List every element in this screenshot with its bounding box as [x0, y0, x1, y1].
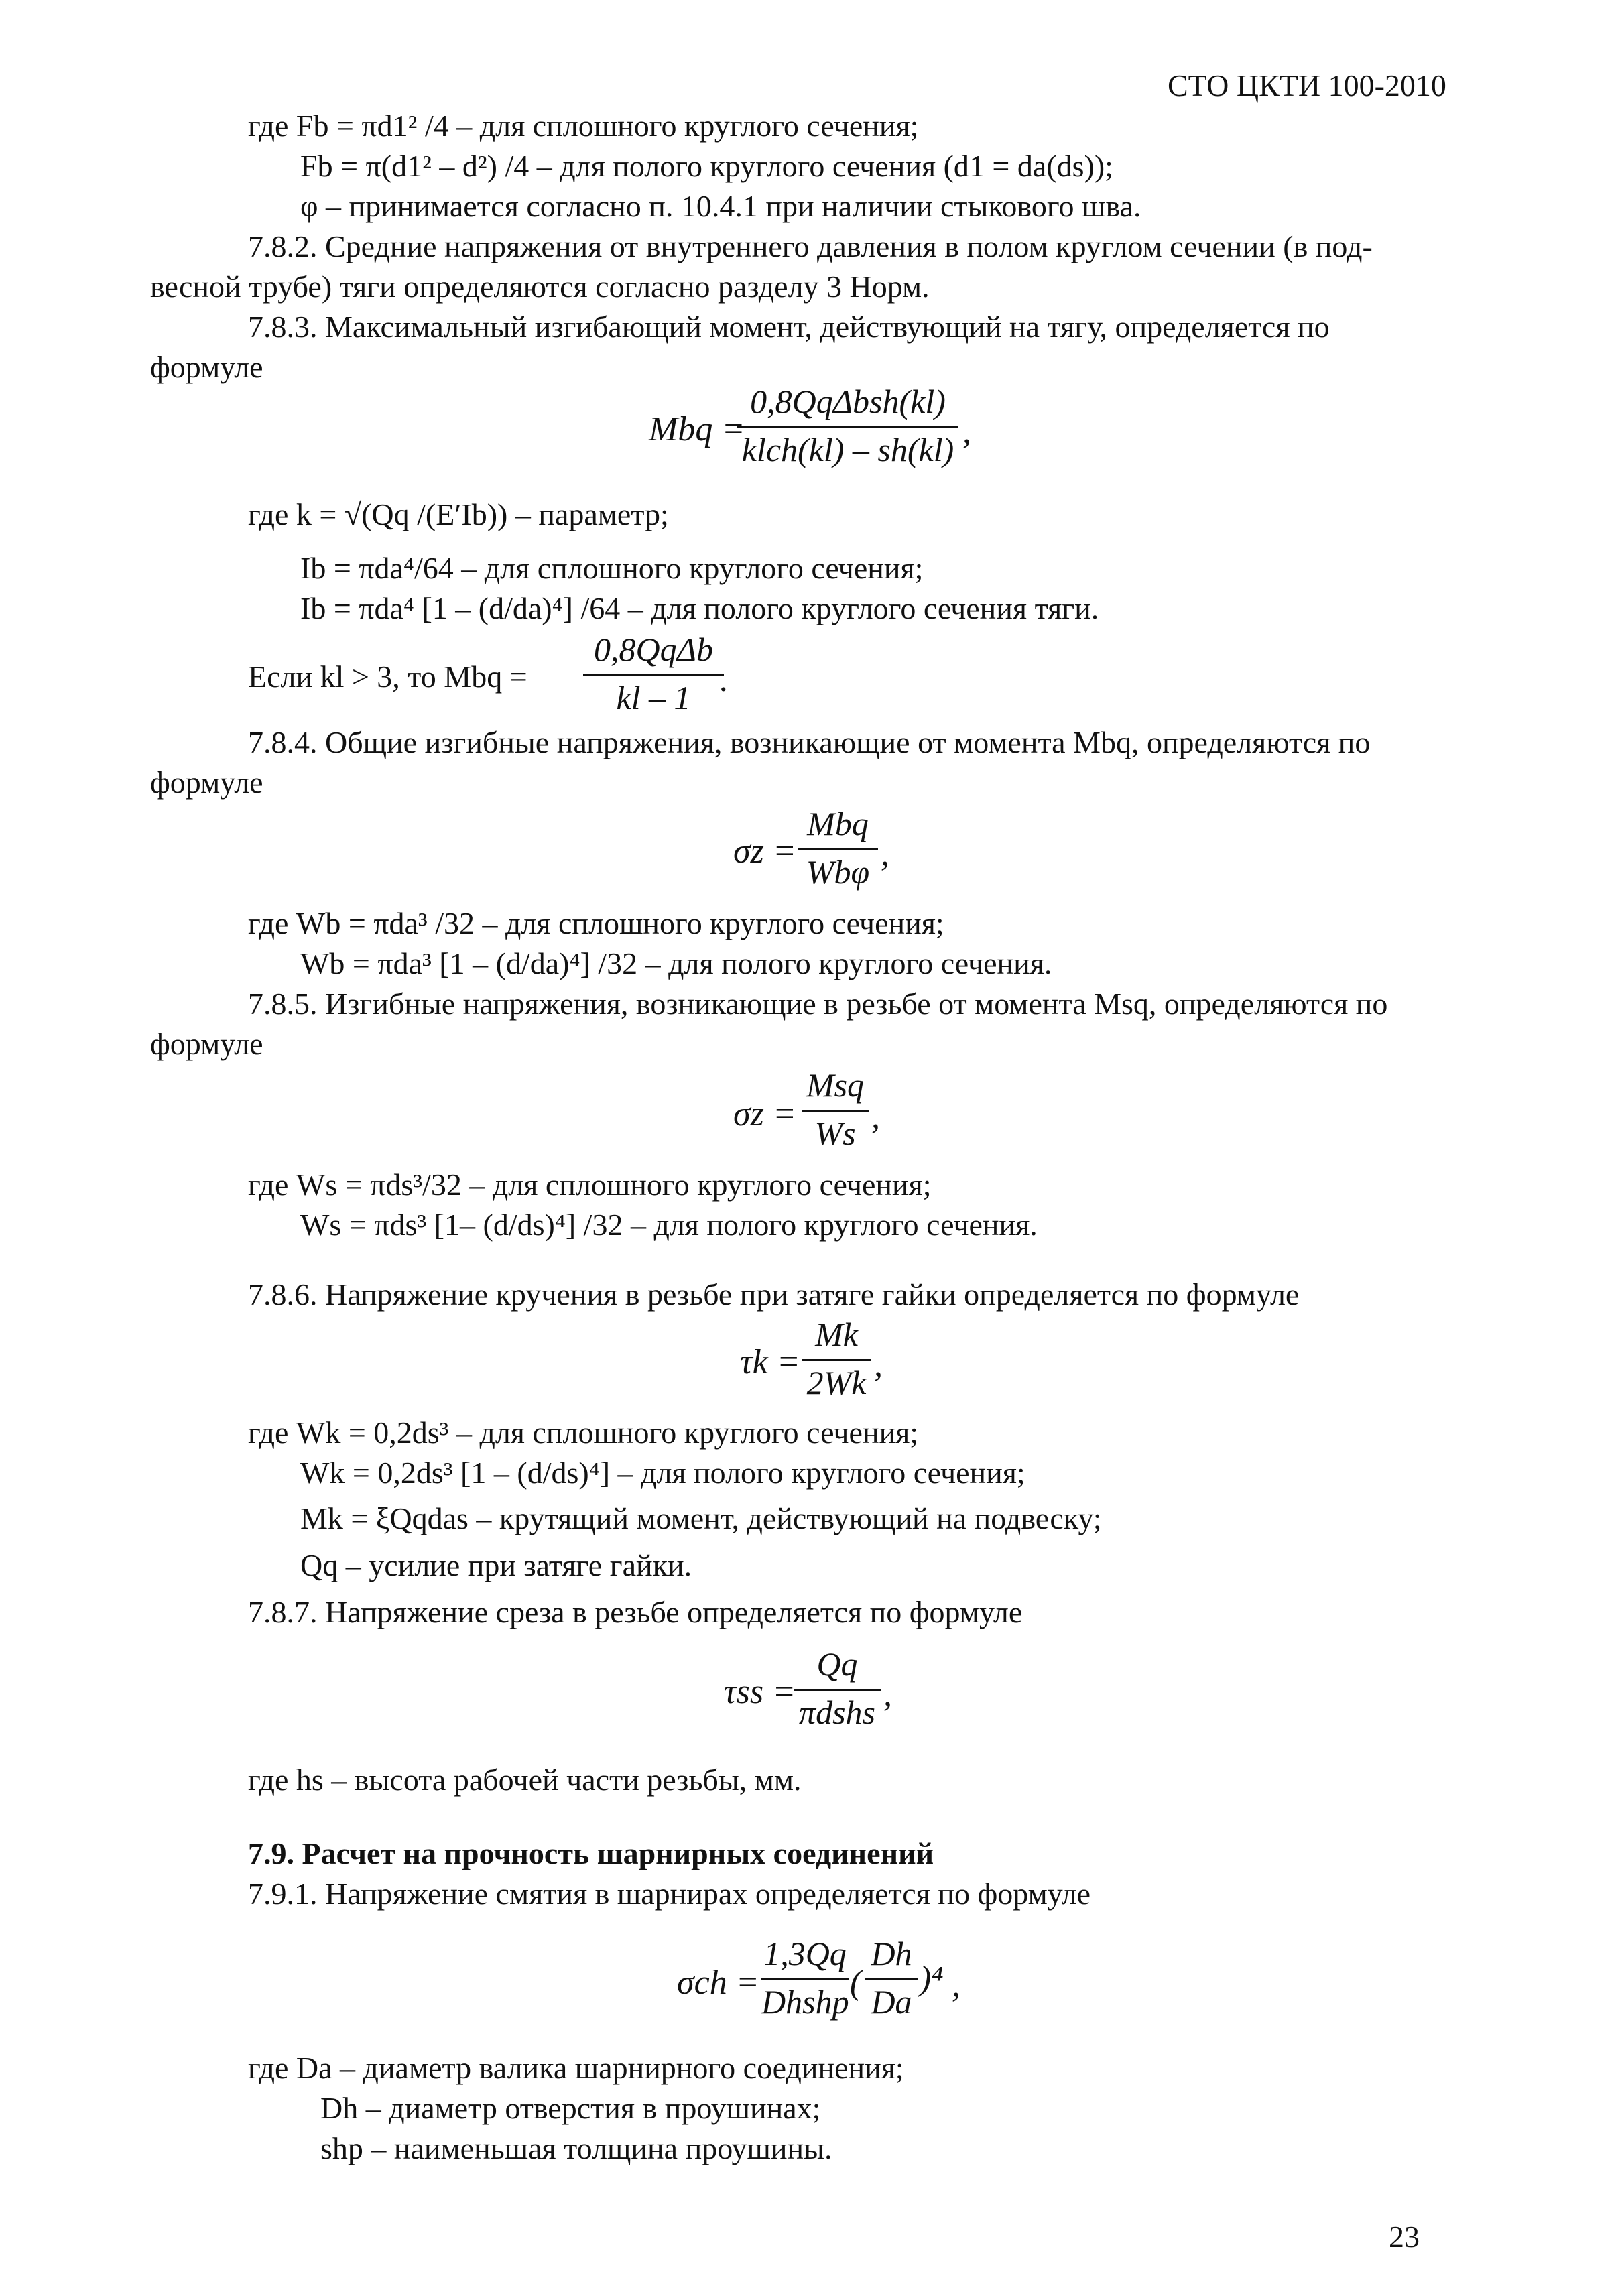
text-line: 7.8.4. Общие изгибные напряжения, возникающие от момента Mbq, определяются по [248, 725, 1371, 759]
fraction-bar [802, 1110, 869, 1112]
formula-fraction [583, 630, 724, 721]
formula-fraction [761, 1934, 849, 2025]
fraction-denominator: Da [871, 1983, 912, 2021]
text-line: Ib = πda⁴ [1 – (d/da)⁴] /64 – для полого круглого сечения тяги. [300, 591, 1099, 625]
text-line: 7.8.5. Изгибные напряжения, возникающие в резьбе от момента Msq, определяются по [248, 986, 1388, 1021]
text-line: Qq – усилие при затяге гайки. [300, 1548, 692, 1582]
text-line: 7.8.2. Средние напряжения от внутреннего давления в полом круглом сечении (в под- [248, 229, 1373, 263]
fraction-bar [865, 1978, 918, 1980]
fraction-numerator: Msq [806, 1066, 865, 1104]
text-line: Fb = π(d1² – d²) /4 – для полого круглого сечения (d1 = da(ds)); [300, 149, 1113, 183]
fraction-bar [794, 1689, 881, 1691]
text-line: 7.8.7. Напряжение среза в резьбе определяется по формуле [248, 1595, 1023, 1629]
fraction-numerator: Mbq [807, 805, 869, 842]
fraction-numerator: Dh [871, 1935, 912, 1972]
fraction-denominator: Dhshp [761, 1983, 849, 2021]
fraction-numerator: 1,3Qq [763, 1935, 847, 1972]
formula-paren-open: ( [850, 1964, 862, 2002]
text-line: где Da – диаметр валика шарнирного соединения; [248, 2051, 904, 2085]
fraction-denominator: kl – 1 [616, 679, 691, 716]
fraction-denominator: Ws [814, 1114, 856, 1152]
text-line: где Wk = 0,2ds³ – для сплошного круглого сечения; [248, 1415, 919, 1450]
text-line: формуле [150, 765, 263, 800]
formula-fraction [798, 804, 878, 895]
text-line: Wk = 0,2ds³ [1 – (d/ds)⁴] – для полого круглого сечения; [300, 1456, 1025, 1490]
formula-fraction [794, 1645, 881, 1736]
text-line: shp – наименьшая толщина проушины. [320, 2131, 832, 2165]
fraction-denominator: πdshs [799, 1694, 875, 1731]
formula-fraction [802, 1066, 869, 1157]
formula-lhs: Mbq = [649, 410, 745, 448]
formula-lhs: τk = [740, 1343, 800, 1381]
fraction-denominator: klch(kl) – sh(kl) [741, 431, 954, 468]
formula-tail: , [952, 1966, 960, 2004]
text-line: Dh – диаметр отверстия в проушинах; [320, 2091, 821, 2125]
text-line: где Wb = πda³ /32 – для сплошного круглого сечения; [248, 906, 944, 940]
text-line: 7.9.1. Напряжение смятия в шарнирах определяется по формуле [248, 1876, 1091, 1911]
text-line: где hs – высота рабочей части резьбы, мм. [248, 1763, 802, 1797]
fraction-denominator: Wbφ [806, 853, 870, 891]
text-line: Если kl > 3, то Mbq = [248, 659, 527, 694]
text-line: где k = √(Qq /(E′Ib)) – параметр; [248, 497, 669, 531]
text-line: Mk = ξQqdas – крутящий момент, действующий на подвеску; [300, 1501, 1102, 1535]
fraction-bar [583, 674, 724, 676]
text-line: формуле [150, 350, 263, 384]
document-code: СТО ЦКТИ 100-2010 [1168, 68, 1446, 103]
formula-paren-close-power: )⁴ [920, 1960, 944, 1998]
formula-fraction [737, 382, 958, 473]
formula-fraction [802, 1315, 871, 1406]
fraction-bar [737, 426, 958, 428]
formula-tail: , [883, 1675, 892, 1714]
text-line: весной трубе) тяги определяются согласно разделу 3 Норм. [150, 269, 930, 304]
fraction-denominator: 2Wk [806, 1364, 867, 1401]
text-line: Ws = πds³ [1– (d/ds)⁴] /32 – для полого круглого сечения. [300, 1208, 1038, 1242]
section-heading: 7.9. Расчет на прочность шарнирных соединений [248, 1836, 934, 1870]
text-line: где Ws = πds³/32 – для сплошного круглого сечения; [248, 1167, 932, 1202]
text-line: φ – принимается согласно п. 10.4.1 при наличии стыкового шва. [300, 189, 1141, 223]
text-line: Wb = πda³ [1 – (d/da)⁴] /32 – для полого круглого сечения. [300, 946, 1052, 980]
formula-tail: , [962, 413, 971, 451]
text-line: 7.8.6. Напряжение кручения в резьбе при затяге гайки определяется по формуле [248, 1277, 1300, 1312]
fraction-bar [798, 848, 878, 850]
formula-lhs: σz = [733, 832, 796, 871]
text-line: 7.8.3. Максимальный изгибающий момент, действующий на тягу, определяется по [248, 310, 1330, 344]
formula-fraction [865, 1934, 918, 2025]
fraction-numerator: Qq [816, 1645, 858, 1683]
fraction-numerator: 0,8QqΔbsh(kl) [750, 383, 946, 420]
text-line: где Fb = πd1² /4 – для сплошного круглого сечения; [248, 109, 919, 143]
text-line: Ib = πda⁴/64 – для сплошного круглого сечения; [300, 551, 924, 585]
formula-lhs: σch = [677, 1964, 759, 2002]
formula-tail: . [720, 661, 729, 699]
formula-tail: , [871, 1098, 880, 1136]
fraction-numerator: Mk [815, 1316, 858, 1353]
fraction-bar [761, 1978, 849, 1980]
formula-lhs: σz = [733, 1095, 796, 1133]
text-line: формуле [150, 1027, 263, 1061]
formula-tail: , [874, 1346, 883, 1384]
formula-lhs: τss = [724, 1673, 796, 1711]
fraction-bar [802, 1359, 871, 1361]
page-number: 23 [1389, 2220, 1420, 2254]
fraction-numerator: 0,8QqΔb [594, 631, 713, 668]
formula-tail: , [881, 835, 889, 873]
